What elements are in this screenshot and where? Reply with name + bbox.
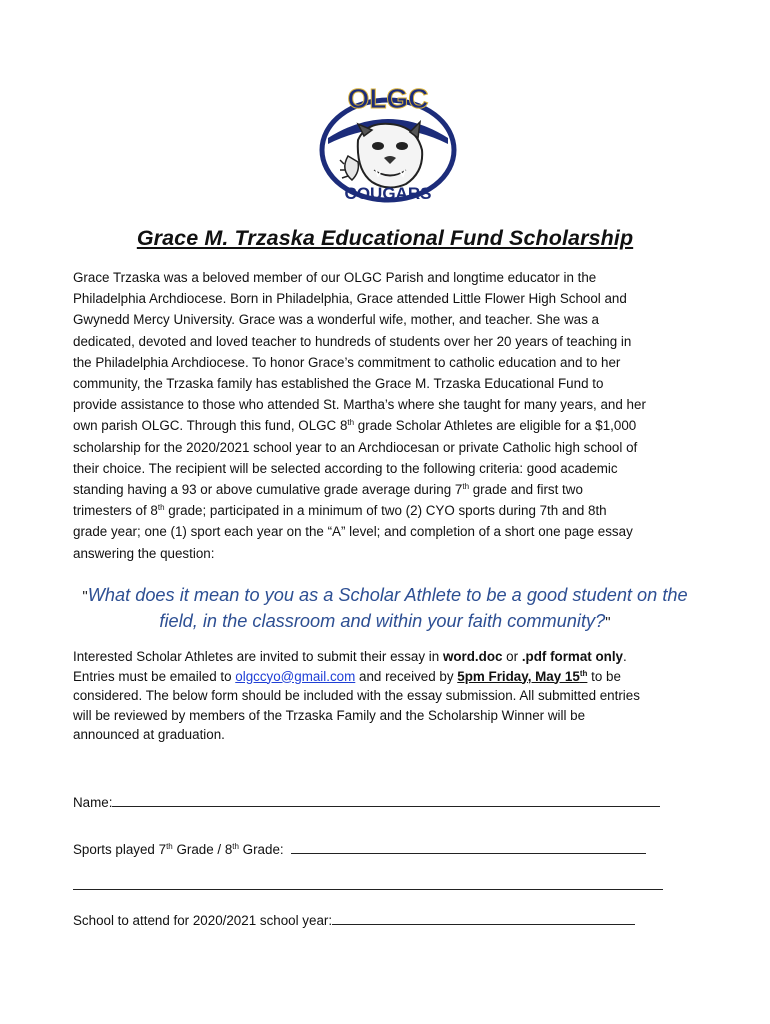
body-line: grade year; one (1) sport each year on the “A” level; and completion of a short one page essay — [73, 524, 633, 540]
body-line: Grace Trzaska was a beloved member of our OLGC Parish and longtime educator in the — [73, 270, 597, 285]
essay-question — [40, 583, 730, 635]
body-text: standing having a 93 or above cumulative grade average during 7 — [73, 482, 463, 498]
format-word: word.doc — [442, 649, 503, 664]
email-link[interactable]: olgccyo@gmail.com — [235, 668, 356, 684]
format-pdf: .pdf format only — [521, 649, 623, 664]
body-line: Gwynedd Mercy University. Grace was a wonderful wife, mother, and teacher. She was a — [73, 312, 599, 328]
sports-label-text: Grade / 8 — [172, 842, 233, 857]
olgc-cougars-logo — [318, 80, 458, 204]
essay-question-line: What does it mean to you as a Scholar Athlete to be a good student on the — [87, 585, 688, 605]
name-field-row — [73, 795, 660, 810]
sports-field-continuation[interactable] — [73, 889, 663, 890]
quote-open-mark: " — [82, 588, 88, 605]
body-line: dedicated, devoted and loved teacher to hundreds of students over her 20 years of teaching in — [73, 333, 632, 349]
body-line: provide assistance to those who attended St. Martha’s where she taught for many years, and her — [73, 397, 646, 413]
deadline — [457, 669, 587, 684]
body-text: own parish OLGC. Through this fund, OLGC 8 — [73, 418, 348, 434]
logo-bottom-text: COUGARS — [344, 184, 432, 203]
body-line — [73, 415, 723, 436]
body-text: trimesters of 8 — [73, 503, 158, 519]
page-title: Grace M. Trzaska Educational Fund Scholarship — [136, 226, 634, 250]
ordinal-suffix: th — [462, 482, 470, 492]
instr-line: will be reviewed by members of the Trzaska Family and the Scholarship Winner will be — [73, 707, 586, 723]
instr-text: Entries must be emailed to — [73, 668, 236, 684]
submission-instructions — [73, 647, 723, 745]
instr-text: Interested Scholar Athletes are invited to submit their essay in — [73, 649, 443, 664]
ordinal-suffix: th — [232, 842, 239, 851]
name-field[interactable] — [112, 795, 660, 807]
sports-label — [73, 842, 284, 857]
quote-close-mark: " — [605, 614, 611, 631]
name-label: Name: — [73, 795, 113, 810]
body-line: Philadelphia Archdiocese. Born in Philadelphia, Grace attended Little Flower High School and — [73, 291, 627, 307]
instr-text: or — [502, 649, 522, 664]
body-line: community, the Trzaska family has established the Grace M. Trzaska Educational Fund to — [73, 376, 604, 392]
instr-text: and received by — [355, 668, 458, 684]
body-line: answering the question: — [73, 545, 215, 561]
sports-label-text: Sports played 7 — [73, 842, 167, 857]
instr-line: considered. The below form should be included with the essay submission. All submitted entries — [73, 688, 640, 703]
ordinal-suffix: th — [347, 418, 355, 428]
body-line — [73, 479, 723, 500]
ordinal-suffix: th — [579, 668, 588, 678]
body-line: the Philadelphia Archdiocese. To honor Grace’s commitment to catholic education and to her — [73, 354, 621, 370]
school-field-row — [73, 913, 635, 928]
essay-question-line: field, in the classroom and within your faith community? — [159, 611, 606, 631]
school-field[interactable] — [332, 913, 635, 925]
instr-line: announced at graduation. — [73, 727, 225, 742]
sports-field[interactable] — [291, 842, 646, 854]
body-text: grade and first two — [469, 482, 583, 498]
body-paragraph — [73, 267, 723, 564]
body-line — [73, 500, 723, 521]
deadline-text: 5pm Friday, May 15 — [457, 668, 580, 684]
sports-field-row — [73, 842, 646, 857]
sports-label-text: Grade: — [238, 842, 284, 857]
body-text: grade Scholar Athletes are eligible for a $1,000 — [354, 418, 637, 434]
school-label: School to attend for 2020/2021 school year: — [73, 913, 333, 928]
instr-text: . — [622, 649, 627, 664]
body-line: their choice. The recipient will be selected according to the following criteria: good academic — [73, 460, 618, 476]
body-line: scholarship for the 2020/2021 school year to an Archdiocesan or private Catholic high school of — [73, 439, 638, 455]
ordinal-suffix: th — [157, 503, 165, 513]
ordinal-suffix: th — [166, 842, 173, 851]
body-text: grade; participated in a minimum of two (2) CYO sports during 7th and 8th — [164, 503, 607, 519]
logo-top-text: OLGC — [347, 83, 429, 114]
instr-text: to be — [587, 668, 621, 684]
